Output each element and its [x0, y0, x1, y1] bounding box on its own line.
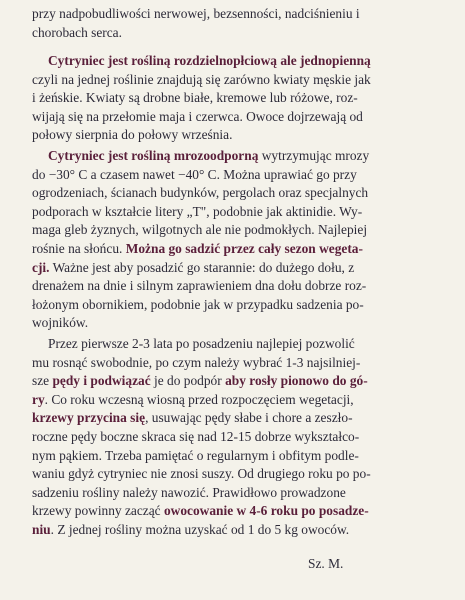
body-text: połowy sierpnia do połowy września.: [32, 127, 233, 143]
body-text: rośnie na słońcu.: [32, 240, 126, 256]
text-line: [32, 5, 445, 24]
text-line: [32, 259, 445, 278]
body-text: sze: [32, 373, 53, 389]
body-text: maga gleb żyznych, wilgotnych ale nie podmokłych. Najlepiej: [32, 222, 368, 238]
text-line: [32, 240, 445, 259]
body-text: krzewy powinny zacząć: [32, 503, 164, 519]
text-line: [32, 314, 445, 333]
bold-text: krzewy przycina się: [32, 410, 146, 426]
bold-text: Cytryniec jest rośliną mrozoodporną: [48, 148, 259, 163]
text-line: [32, 126, 445, 145]
text-line: [32, 428, 445, 447]
text-line: [32, 24, 445, 43]
text-line: [32, 184, 445, 203]
body-text: przy nadpobudliwości nerwowej, bezsenności, nadciśnieniu i: [32, 6, 360, 21]
paragraph: [32, 5, 445, 42]
body-text: wytrzymując mrozy: [258, 148, 370, 163]
body-text: roczne pędy boczne skraca się nad 12-15 dobrze wykształco-: [32, 428, 360, 444]
bold-text: aby rosły pionowo do gó-: [225, 373, 368, 389]
text-line: [32, 296, 445, 315]
text-line: [32, 465, 445, 484]
bold-text: ry: [32, 391, 45, 407]
text-line: [32, 277, 445, 296]
body-text: Ważne jest aby posadzić go starannie: do dużego dołu, z: [49, 259, 355, 275]
bold-text: owocowanie w 4-6 roku po posadze-: [163, 503, 369, 519]
text-line: [32, 502, 445, 521]
text-line: [32, 372, 445, 391]
signature: Sz. M.: [308, 556, 344, 571]
body-text: i żeńskie. Kwiaty są drobne białe, kremowe lub różowe, roz-: [32, 90, 358, 106]
body-text: do −30° C a czasem nawet −40° C. Można uprawiać go przy: [32, 166, 357, 182]
body-text: podporach w kształcie litery „T", podobnie jak aktinidie. Wy-: [32, 203, 363, 219]
body-text: waniu gdyż cytryniec nie znosi suszy. Od drugiego roku po po-: [32, 466, 371, 482]
text-line: [32, 71, 445, 90]
body-text: nym pąkiem. Trzeba pamiętać o regularnym i obfitym podle-: [32, 447, 359, 463]
text-line: [32, 203, 445, 222]
body-text: mu rosnąć swobodnie, po czym należy wybrać 1-3 najsilniej-: [32, 354, 361, 370]
body-text: chorobach serca.: [32, 24, 122, 40]
text-line: [32, 221, 445, 240]
body-text: czyli na jednej roślinie znajdują się zarówno kwiaty męskie jak: [32, 71, 371, 87]
body-text: ogrodzeniach, ścianach budynków, pergolach oraz specjalnych: [32, 185, 369, 201]
bold-text: cji.: [32, 259, 50, 275]
text-line: [32, 166, 445, 185]
bold-text: niu: [32, 521, 51, 537]
body-text: wijają się na przełomie maja i czerwca. Owoce dojrzewają od: [32, 108, 363, 124]
body-text: sadzeniu rośliny należy nawozić. Prawidłowo prowadzone: [32, 484, 346, 500]
body-text: . Z jednej rośliny można uzyskać od 1 do 5 kg owoców.: [50, 521, 350, 537]
text-line: [32, 354, 445, 373]
paragraph: [32, 147, 445, 333]
text-line: [32, 147, 445, 166]
body-text: . Co roku wczesną wiosną przed rozpoczęciem wegetacji,: [44, 391, 354, 407]
bold-text: Można go sadzić przez cały sezon wegeta-: [125, 240, 363, 256]
text-line: [32, 108, 445, 127]
paragraph: [32, 335, 445, 540]
text-line: [32, 447, 445, 466]
text-line: [32, 391, 445, 410]
paragraph: [32, 52, 445, 145]
text-line: [32, 89, 445, 108]
body-text: , usuwając pędy słabe i chore a zeszło-: [145, 410, 353, 426]
body-text: je do podpór: [150, 373, 226, 389]
text-line: [32, 335, 445, 354]
bold-text: Cytryniec jest rośliną rozdzielnopłciową ale jednopienną: [48, 53, 371, 68]
text-line: [32, 521, 445, 540]
text-line: [32, 52, 445, 71]
body-text: Przez pierwsze 2-3 lata po posadzeniu najlepiej pozwolić: [48, 336, 355, 351]
text-line: [32, 484, 445, 503]
body-text: łożonym obornikiem, podobnie jak w przypadku sadzenia po-: [32, 296, 364, 312]
body-text: drenażem na dnie i silnym zaprawieniem dna dołu dobrze roz-: [32, 278, 367, 294]
bold-text: pędy i podwiązać: [52, 373, 151, 389]
body-text: wojników.: [32, 315, 89, 331]
text-line: [32, 409, 445, 428]
